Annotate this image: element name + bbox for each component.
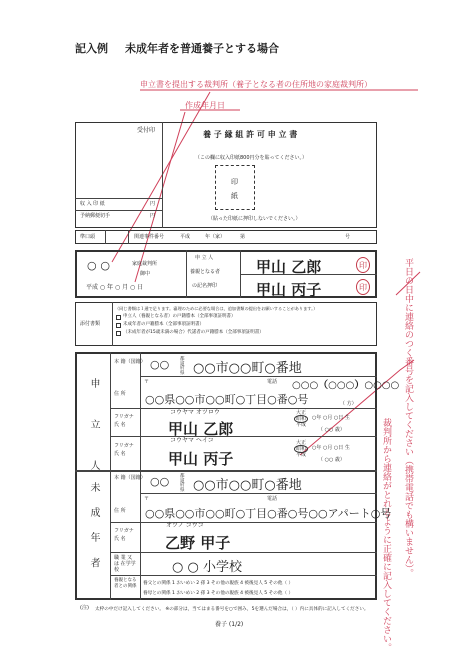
minor-section-label: 未 成 年 者 (88, 482, 99, 574)
heading-label: 記入例 (75, 42, 108, 55)
attachment-checkbox-2[interactable] (116, 323, 121, 328)
page-title: 未成年者を普通養子とする場合 (125, 42, 279, 55)
minor-kana: オツノ コウコ (166, 522, 204, 529)
court-suffix: 家庭裁判所 (132, 261, 158, 267)
footer-note: 太枠の中だけ記入してください。 ※の部分は，当てはまる番号を○で囲み，5を選んだ場合は，（ ）内に具体的に記入してください。 (95, 607, 369, 612)
postage-label: 予納郵便切手 (80, 213, 111, 219)
seal-2: 印 (356, 279, 370, 295)
contact-annotation: 裁判所から連絡がとれるように正確に記入してください。 (381, 418, 391, 652)
minor-address: ○○県○○市○○町○丁目○番○号○○アパート○号 (145, 507, 392, 520)
minor-honseki: ○○市○○町○番地 (193, 478, 302, 493)
person2-name: 甲山 丙子 (168, 450, 234, 468)
filing-date: 平成 ○ 年 ○ 月 ○ 日 (86, 284, 144, 291)
attachment-checkbox-3[interactable] (116, 331, 121, 336)
attachment-checkbox-1[interactable] (116, 315, 121, 320)
person1-kana: コウヤマ オツロウ (170, 409, 220, 416)
minor-name: 乙野 甲子 (165, 534, 231, 552)
seal-1: 印 (356, 257, 370, 273)
page-number: 養子 (1/2) (215, 621, 244, 628)
person2-kana: コウヤマ ヘイコ (170, 437, 214, 444)
signer-name-2: 甲山 丙子 (256, 281, 322, 299)
applicant-address: ○○県○○市○○町○丁目○番○号 (145, 393, 309, 406)
stamp-paid-label: 収 入 印 紙 (80, 201, 105, 207)
phone-annotation: 平日の日中に連絡のつく番号を記入してください（携帯電話でも構いません）。 (403, 258, 413, 578)
stamp-note-2: （貼った印紙に押印しないでください。） (208, 216, 301, 222)
attachments-label: 添付書類 (80, 321, 101, 327)
minor-school: ○ ○ 小学校 (172, 560, 242, 575)
signer-name-1: 甲山 乙郎 (256, 258, 322, 276)
relation-father: 養父との関係 1 おいめい 2 孫 3 その他の親族 4 被後見人 5 その他（ ） (143, 581, 294, 586)
court-annotation: 申立書を提出する裁判所（養子となる者の住所地の家庭裁判所） (140, 80, 372, 89)
applicant-honseki: ○○市○○町○番地 (193, 361, 302, 376)
stamp-note: （この欄に収入印紙800円分を貼ってください。） (195, 155, 308, 161)
applicant-section-label: 申 立 人 (88, 378, 99, 485)
case-number-row (75, 230, 377, 244)
court-name-placeholder: ○ ○ (87, 259, 111, 272)
form-title: 養 子 縁 組 許 可 申 立 書 (203, 130, 298, 139)
date-annotation: 作成年月日 (185, 101, 225, 110)
relation-mother: 養母との関係 1 おいめい 2 孫 3 その他の親族 4 被後見人 5 その他（ ） (143, 591, 294, 596)
applicant-phone: ○○○（○○○）○○○○ (292, 380, 400, 391)
receipt-stamp-label: 受付印 (137, 127, 156, 134)
person1-name: 甲山 乙郎 (168, 420, 234, 438)
